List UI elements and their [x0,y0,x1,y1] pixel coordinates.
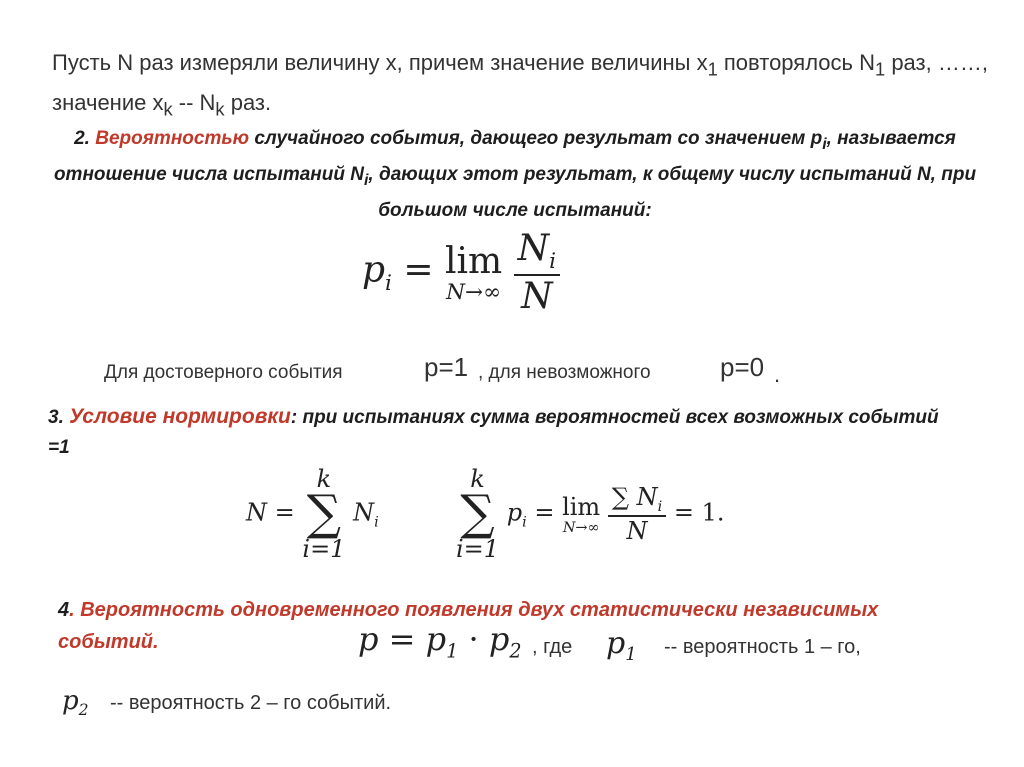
intro-sub: 1 [707,58,718,80]
sigma: ∑ [306,485,342,542]
p1-description: -- вероятность 1 – го, [664,636,861,658]
p-equals-zero: р=0 [720,352,765,382]
intro-paragraph [52,46,1012,127]
section-number: 4 [58,599,70,621]
formula-sum-probabilities [456,466,725,562]
sigma: ∑ [611,483,629,512]
p2-description: -- вероятность 2 – го событий. [110,692,392,714]
sum-operator [456,466,499,562]
formula-subscript: 2 [509,639,522,663]
sigma: ∑ [460,485,495,542]
sum-upper: k [316,465,332,493]
independent-events-text: . Вероятность одновременного появления двух статистически независимых событий. [58,599,879,653]
limit-subscript: N→∞ [446,280,502,306]
formula-symbol: p [506,498,523,527]
formula-product [358,620,522,662]
formula-symbol: p [362,249,386,291]
period: . [774,362,781,387]
where-text: , где [532,636,573,658]
formula-symbol: p [425,620,447,658]
formula-equals: = [403,249,434,291]
sum-lower: i=1 [456,534,500,563]
section-2-definition [40,124,990,226]
limit-subscript: N→∞ [562,519,600,536]
fraction [514,228,560,317]
sum-upper: k [470,465,485,493]
formula-equals: = [274,498,295,527]
formula-equals: = [534,498,555,527]
intro-sub: k [215,98,225,120]
definition-text: случайного события, дающего результат со значением p [249,128,823,149]
fraction-numerator: N [517,228,550,269]
subscript: i [363,171,369,189]
formula-symbol: p [488,620,510,658]
certain-event-text: Для достоверного события [104,362,343,383]
p1-symbol [606,626,637,665]
intro-text: -- N [172,90,216,116]
section-number: 2. [74,128,96,149]
formula-subscript: 1 [625,644,637,665]
formula-subscript: i [385,270,392,296]
definition-text: , дающих этот результат, к общему числу испытаний N, при большом числе испытаний: [368,163,977,221]
p2-symbol [62,686,89,719]
intro-text: раз. [224,90,272,116]
fraction-numerator: N [636,483,658,512]
limit-operator [445,241,502,304]
term-probability: Вероятностью [95,128,250,149]
formula-equals: = [673,498,694,527]
formula-subscript: i [374,514,379,531]
formula-symbol: p [606,626,626,661]
formula-symbol: N [353,498,375,527]
limit-label: lim [445,241,503,283]
impossible-event-text: , для невозможного [478,362,651,383]
formula-symbol: p [62,686,79,716]
intro-sub: k [163,98,173,120]
normalization-text: : при испытаниях сумма вероятностей всех возможных событий =1 [48,407,939,458]
term-normalization: Условие нормировки [69,405,291,428]
formula-dot: · [468,620,479,658]
sum-operator [302,466,345,562]
formula-sum-n [246,466,379,562]
limit-operator [562,493,600,535]
formula-symbol: N [246,498,267,527]
limit-label: lim [562,492,601,521]
intro-sub: 1 [875,58,886,80]
section-number: 3. [48,407,70,428]
formula-subscript: 2 [78,701,89,720]
formula-equals: = [388,620,416,658]
formula-subscript: i [522,514,527,531]
formula-subscript: i [657,498,663,515]
intro-text: повторялось N [717,50,875,75]
formula-result: 1. [701,498,725,527]
fraction-denominator: N [521,276,553,318]
subscript: i [822,135,827,153]
formula-subscript: 1 [446,639,459,663]
sum-lower: i=1 [302,534,346,563]
formula-symbol: p [358,620,379,658]
formula-subscript: i [549,249,557,275]
p-equals-one: р=1 [424,352,469,382]
intro-text: Пусть N раз измеряли величину x, причем значение величины x [52,50,708,75]
intro-text: раз, ……, значение x [52,50,988,116]
fraction-denominator: N [626,516,648,545]
fraction [608,483,666,545]
definition-text: , называется отношение числа испытаний N [53,128,956,185]
formula-probability-limit [362,228,560,317]
section-3-normalization [48,402,948,463]
